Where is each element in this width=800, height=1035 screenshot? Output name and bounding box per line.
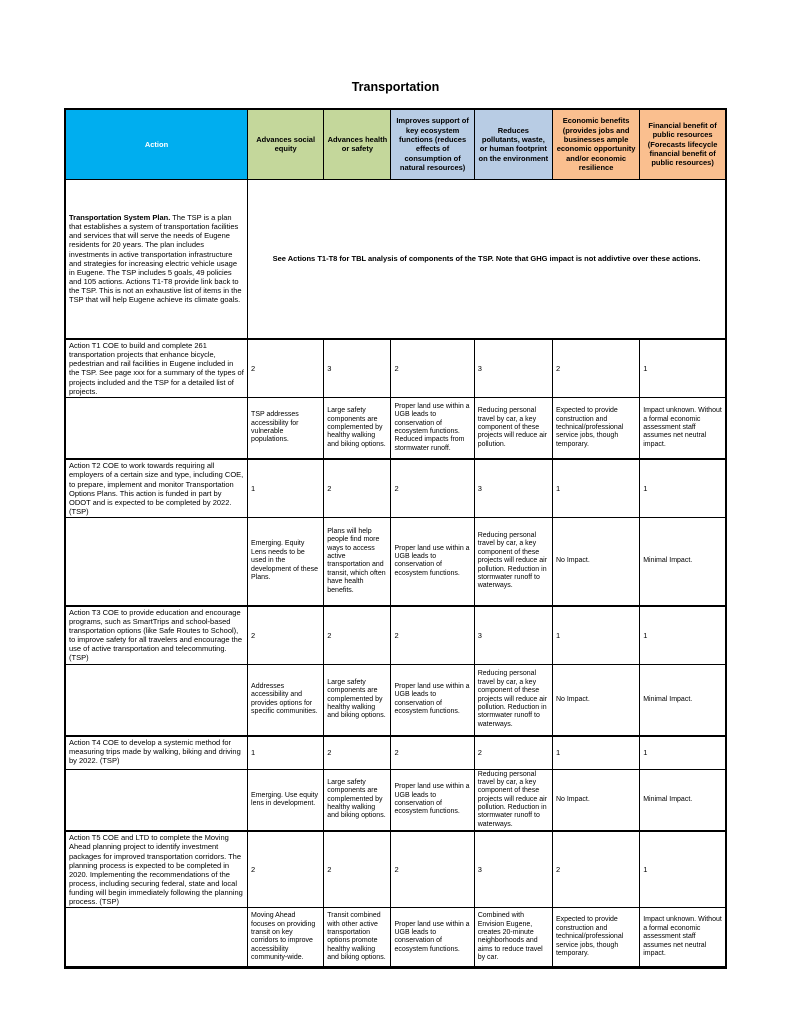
intro-action-text: The TSP is a plan that establishes a system of transportation facilities and services that will serve the needs of Eugene residents for 20 years. The plan includes investments in active transportation infrastructure and strategies for increasing electric vehicle usage in Eugene. The TSP includes 5 goals, 49 policies and 105 actions. Actions T1-T8 provide link back to the TSP. This is not an exhaustive list of items in the TSP that will help Eugene achieve its climate goals. bbox=[69, 213, 242, 305]
column-header-3: Improves support of key ecosystem functions (reduces effects of consumption of natural resources) bbox=[391, 109, 474, 179]
note-cell-t3-c5: No Impact. bbox=[552, 664, 639, 736]
column-header-1: Advances social equity bbox=[248, 109, 324, 179]
action-notes-spacer-cell-t3 bbox=[65, 664, 248, 736]
score-cell-t5-c6: 1 bbox=[640, 831, 726, 908]
note-cell-t1-c6: Impact unknown. Without a formal economic assessment staff assumes net neutral impact. bbox=[640, 397, 726, 459]
action-row-t4-scores bbox=[65, 736, 726, 769]
note-cell-t5-c4: Combined with Envision Eugene, creates 20-minute neighborhoods and aims to reduce travel by car. bbox=[474, 908, 552, 968]
score-cell-t5-c1: 2 bbox=[248, 831, 324, 908]
score-cell-t3-c5: 1 bbox=[552, 606, 639, 664]
note-cell-t3-c6: Minimal Impact. bbox=[640, 664, 726, 736]
score-cell-t2-c6: 1 bbox=[640, 459, 726, 517]
score-cell-t5-c5: 2 bbox=[552, 831, 639, 908]
column-header-6: Financial benefit of public resources (Forecasts lifecycle financial benefit of public resources) bbox=[640, 109, 726, 179]
note-cell-t5-c6: Impact unknown. Without a formal economic assessment staff assumes net neutral impact. bbox=[640, 908, 726, 968]
score-cell-t4-c1: 1 bbox=[248, 736, 324, 769]
score-cell-t1-c1: 2 bbox=[248, 339, 324, 397]
tbl-analysis-table bbox=[64, 108, 727, 969]
score-cell-t1-c6: 1 bbox=[640, 339, 726, 397]
tbl-analysis-table-wrap bbox=[64, 108, 727, 969]
score-cell-t5-c3: 2 bbox=[391, 831, 474, 908]
note-cell-t3-c1: Addresses accessibility and provides options for specific communities. bbox=[248, 664, 324, 736]
score-cell-t5-c4: 3 bbox=[474, 831, 552, 908]
score-cell-t3-c4: 3 bbox=[474, 606, 552, 664]
header-row bbox=[65, 109, 726, 179]
score-cell-t2-c4: 3 bbox=[474, 459, 552, 517]
action-row-t2-notes bbox=[65, 518, 726, 606]
note-cell-t2-c2: Plans will help people find more ways to access active transportation and transit, which often have health benefits. bbox=[324, 518, 391, 606]
note-cell-t5-c3: Proper land use within a UGB leads to conservation of ecosystem functions. bbox=[391, 908, 474, 968]
note-cell-t2-c4: Reducing personal travel by car, a key component of these projects will reduce air pollution. Reduction in stormwater runoff to waterways. bbox=[474, 518, 552, 606]
score-cell-t4-c5: 1 bbox=[552, 736, 639, 769]
intro-action-cell bbox=[65, 179, 248, 339]
action-notes-spacer-cell-t2 bbox=[65, 518, 248, 606]
action-description-cell-t1: Action T1 COE to build and complete 261 transportation projects that enhance bicycle, pedestrian and rail facilities in Eugene included in the TSP. See page xxx for a summary of the types of projects included and the TSP for a detailed list of projects. bbox=[65, 339, 248, 397]
score-cell-t4-c4: 2 bbox=[474, 736, 552, 769]
score-cell-t5-c2: 2 bbox=[324, 831, 391, 908]
score-cell-t3-c3: 2 bbox=[391, 606, 474, 664]
intro-action-lead: Transportation System Plan. bbox=[69, 213, 171, 223]
note-cell-t2-c5: No Impact. bbox=[552, 518, 639, 606]
note-cell-t5-c1: Moving Ahead focuses on providing transit on key corridors to improve accessibility community-wide. bbox=[248, 908, 324, 968]
score-cell-t3-c1: 2 bbox=[248, 606, 324, 664]
score-cell-t4-c6: 1 bbox=[640, 736, 726, 769]
intro-merged-note-cell: See Actions T1-T8 for TBL analysis of components of the TSP. Note that GHG impact is not addivtive over these actions. bbox=[248, 179, 726, 339]
note-cell-t4-c6: Minimal Impact. bbox=[640, 769, 726, 831]
action-row-t1-notes bbox=[65, 397, 726, 459]
note-cell-t1-c3: Proper land use within a UGB leads to conservation of ecosystem functions. Reduced impacts from stormwater runoff. bbox=[391, 397, 474, 459]
note-cell-t1-c2: Large safety components are complemented by healthy walking and biking options. bbox=[324, 397, 391, 459]
score-cell-t2-c2: 2 bbox=[324, 459, 391, 517]
page-title: Transportation bbox=[351, 80, 440, 94]
action-description-cell-t4: Action T4 COE to develop a systemic method for measuring trips made by walking, biking and driving by 2022. (TSP) bbox=[65, 736, 248, 769]
score-cell-t3-c2: 2 bbox=[324, 606, 391, 664]
note-cell-t5-c2: Transit combined with other active transportation options promote healthy walking and biking options. bbox=[324, 908, 391, 968]
note-cell-t1-c1: TSP addresses accessibility for vulnerable populations. bbox=[248, 397, 324, 459]
note-cell-t2-c1: Emerging. Equity Lens needs to be used in the development of these Plans. bbox=[248, 518, 324, 606]
note-cell-t3-c3: Proper land use within a UGB leads to conservation of ecosystem functions. bbox=[391, 664, 474, 736]
column-header-2: Advances health or safety bbox=[324, 109, 391, 179]
note-cell-t3-c4: Reducing personal travel by car, a key component of these projects will reduce air pollution. Reduction in stormwater runoff to waterways. bbox=[474, 664, 552, 736]
action-row-t5-notes bbox=[65, 908, 726, 968]
column-header-5: Economic benefits (provides jobs and businesses ample economic opportunity and/or economic resilience bbox=[552, 109, 639, 179]
note-cell-t1-c5: Expected to provide construction and technical/professional service jobs, though temporary. bbox=[552, 397, 639, 459]
column-header-4: Reduces pollutants, waste, or human footprint on the environment bbox=[474, 109, 552, 179]
score-cell-t3-c6: 1 bbox=[640, 606, 726, 664]
action-notes-spacer-cell-t4 bbox=[65, 769, 248, 831]
action-row-t2-scores bbox=[65, 459, 726, 517]
score-cell-t4-c3: 2 bbox=[391, 736, 474, 769]
note-cell-t4-c3: Proper land use within a UGB leads to conservation of ecosystem functions. bbox=[391, 769, 474, 831]
score-cell-t1-c5: 2 bbox=[552, 339, 639, 397]
action-row-t3-scores bbox=[65, 606, 726, 664]
note-cell-t1-c4: Reducing personal travel by car, a key component of these projects will reduce air pollution. bbox=[474, 397, 552, 459]
score-cell-t2-c5: 1 bbox=[552, 459, 639, 517]
note-cell-t4-c1: Emerging. Use equity lens in development. bbox=[248, 769, 324, 831]
note-cell-t4-c2: Large safety components are complemented by healthy walking and biking options. bbox=[324, 769, 391, 831]
score-cell-t1-c3: 2 bbox=[391, 339, 474, 397]
action-row-t4-notes bbox=[65, 769, 726, 831]
score-cell-t1-c2: 3 bbox=[324, 339, 391, 397]
score-cell-t4-c2: 2 bbox=[324, 736, 391, 769]
action-description-cell-t3: Action T3 COE to provide education and encourage programs, such as SmartTrips and school-based transportation options (like Safe Routes to School), to improve safety for all travelers and encourage the use of active transportation and telecommuting. (TSP) bbox=[65, 606, 248, 664]
note-cell-t4-c4: Reducing personal travel by car, a key component of these projects will reduce air pollution. Reduction in stormwater runoff to waterways. bbox=[474, 769, 552, 831]
action-description-cell-t2: Action T2 COE to work towards requiring all employers of a certain size and type, including COE, to prepare, implement and monitor Transportation Options Plans. This action is funded in part by ODOT and is expected to be completed by 2022. (TSP) bbox=[65, 459, 248, 517]
action-row-t5-scores bbox=[65, 831, 726, 908]
score-cell-t2-c1: 1 bbox=[248, 459, 324, 517]
intro-row bbox=[65, 179, 726, 339]
note-cell-t2-c3: Proper land use within a UGB leads to conservation of ecosystem functions. bbox=[391, 518, 474, 606]
note-cell-t5-c5: Expected to provide construction and technical/professional service jobs, though temporary. bbox=[552, 908, 639, 968]
action-row-t1-scores bbox=[65, 339, 726, 397]
action-notes-spacer-cell-t1 bbox=[65, 397, 248, 459]
score-cell-t2-c3: 2 bbox=[391, 459, 474, 517]
score-cell-t1-c4: 3 bbox=[474, 339, 552, 397]
action-row-t3-notes bbox=[65, 664, 726, 736]
action-description-cell-t5: Action T5 COE and LTD to complete the Moving Ahead planning project to identify investment packages for improved transportation corridors. The planning process is expected to be completed in 2020. Implementing the recommendations of the process, including securing federal, state and local funding will begin immediately following the planning process. (TSP) bbox=[65, 831, 248, 908]
column-header-0: Action bbox=[65, 109, 248, 179]
note-cell-t3-c2: Large safety components are complemented by healthy walking and biking options. bbox=[324, 664, 391, 736]
note-cell-t4-c5: No Impact. bbox=[552, 769, 639, 831]
action-notes-spacer-cell-t5 bbox=[65, 908, 248, 968]
note-cell-t2-c6: Minimal Impact. bbox=[640, 518, 726, 606]
